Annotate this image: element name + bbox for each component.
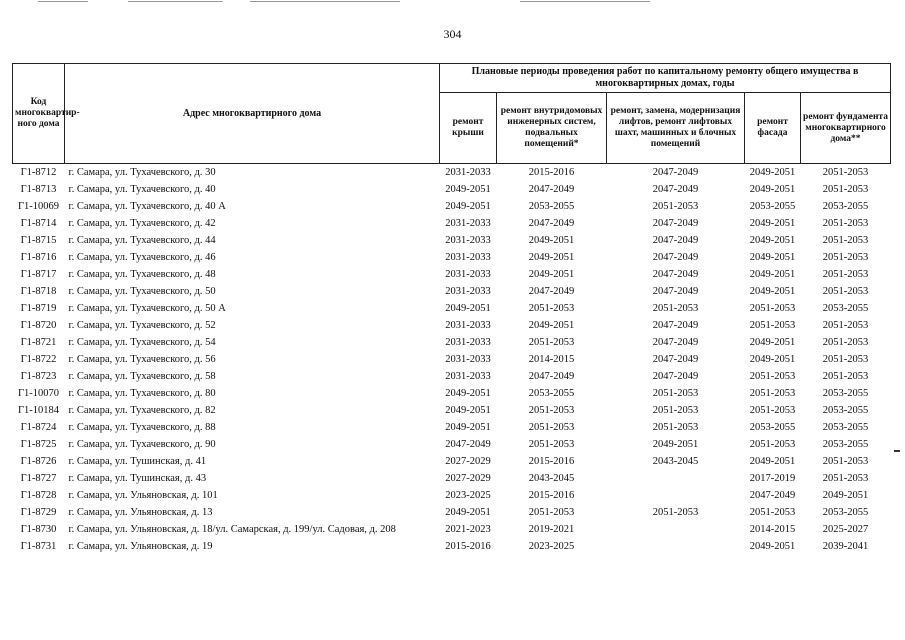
row-facade-period: 2051-2053 [749,388,796,399]
row-foundation-period: 2051-2053 [822,337,869,348]
row-code: Г1-10069 [17,201,60,212]
row-systems-period: 2053-2055 [528,388,575,399]
row-systems-period: 2047-2049 [528,184,575,195]
table-row [13,232,891,249]
row-foundation-period: 2051-2053 [822,320,869,331]
row-foundation-period: 2051-2053 [822,456,869,467]
header-facade: ремонт фасада [745,93,801,164]
table-row [13,215,891,232]
row-elevators-period: 2047-2049 [652,269,699,280]
row-roof-period: 2031-2033 [445,286,491,297]
row-roof-period: 2027-2029 [445,473,491,484]
row-elevators-period: 2047-2049 [652,354,699,365]
row-roof-period: 2049-2051 [445,388,491,399]
table-row [13,538,891,555]
row-roof-period: 2023-2025 [445,490,491,501]
row-code: Г1-8724 [20,422,57,433]
row-address: г. Самара, ул. Ульяновская, д. 18/ул. Самарская, д. 199/ул. Садовая, д. 208 [68,524,396,535]
header-periods-title: Плановые периоды проведения работ по капитальному ремонту общего имущества в многоквартирных домах, годы [440,64,891,93]
row-facade-period: 2049-2051 [745,164,801,182]
row-roof-period: 2031-2033 [445,235,491,246]
row-systems-period: 2047-2049 [528,371,575,382]
row-code: Г1-8719 [20,303,57,314]
page-number: 304 [443,27,462,41]
row-code: Г1-8721 [20,337,57,348]
table-row [13,453,891,470]
row-address: г. Самара, ул. Тухачевского, д. 50 [68,286,216,297]
table-row [13,181,891,198]
row-facade-period: 2014-2015 [749,524,796,535]
row-systems-period: 2015-2016 [497,164,607,182]
row-address: г. Самара, ул. Тухачевского, д. 42 [68,218,216,229]
row-elevators-period: 2049-2051 [652,439,699,450]
row-foundation-period: 2051-2053 [822,371,869,382]
row-roof-period: 2049-2051 [445,422,491,433]
row-elevators-period: 2051-2053 [652,201,699,212]
row-roof-period: 2049-2051 [445,201,491,212]
row-elevators-period: 2047-2049 [652,184,699,195]
table-row [13,470,891,487]
row-elevators-period: 2051-2053 [652,507,699,518]
row-code: Г1-8716 [20,252,57,263]
header-roof: ремонт крыши [440,93,497,164]
row-facade-period: 2049-2051 [749,235,796,246]
row-facade-period: 2051-2053 [749,371,796,382]
row-roof-period: 2015-2016 [445,541,491,552]
row-foundation-period: 2051-2053 [822,235,869,246]
row-foundation-period: 2053-2055 [822,201,869,212]
row-elevators-period: 2047-2049 [652,371,699,382]
row-elevators-period [607,487,745,504]
row-address: г. Самара, ул. Тушинская, д. 43 [68,473,207,484]
row-foundation-period: 2053-2055 [822,388,869,399]
row-foundation-period: 2051-2053 [822,269,869,280]
row-systems-period: 2043-2045 [528,473,575,484]
table-row [13,504,891,521]
table-row [13,266,891,283]
row-roof-period: 2049-2051 [445,405,491,416]
header-elevators: ремонт, замена, модернизация лифтов, ремонт лифтовых шахт, машинных и блочных помещений [607,93,745,164]
row-roof-period: 2049-2051 [445,507,491,518]
row-elevators-period [607,538,745,555]
row-facade-period: 2049-2051 [749,354,796,365]
row-code: Г1-8720 [20,320,57,331]
row-address: г. Самара, ул. Тухачевского, д. 82 [68,405,216,416]
row-foundation-period: 2051-2053 [801,164,891,182]
row-address: г. Самара, ул. Тухачевского, д. 54 [68,337,216,348]
row-systems-period: 2019-2021 [528,524,575,535]
row-address: г. Самара, ул. Тухачевского, д. 88 [68,422,216,433]
row-foundation-period: 2051-2053 [822,286,869,297]
row-roof-period: 2031-2033 [445,320,491,331]
row-code: Г1-10070 [17,388,60,399]
row-facade-period: 2047-2049 [749,490,796,501]
row-facade-period: 2017-2019 [749,473,796,484]
row-facade-period: 2049-2051 [749,252,796,263]
row-roof-period: 2021-2023 [445,524,491,535]
row-code: Г1-10184 [17,405,60,416]
row-facade-period: 2049-2051 [749,541,796,552]
row-systems-period: 2051-2053 [528,422,575,433]
row-systems-period: 2051-2053 [528,303,575,314]
row-code: Г1-8718 [20,286,57,297]
table-row [13,521,891,538]
table-row [13,419,891,436]
row-address: г. Самара, ул. Тухачевского, д. 40 А [68,201,226,212]
row-address: г. Самара, ул. Тухачевского, д. 56 [68,354,216,365]
row-facade-period: 2049-2051 [749,218,796,229]
header-foundation: ремонт фундамента многоквартирного дома** [801,93,891,164]
row-foundation-period: 2039-2041 [822,541,869,552]
row-systems-period: 2049-2051 [528,252,575,263]
row-systems-period: 2051-2053 [528,439,575,450]
table-row [13,436,891,453]
row-elevators-period: 2047-2049 [652,218,699,229]
row-roof-period: 2049-2051 [445,184,491,195]
row-code: Г1-8731 [20,541,57,552]
row-code: Г1-8715 [20,235,57,246]
row-systems-period: 2051-2053 [528,405,575,416]
row-foundation-period: 2051-2053 [822,354,869,365]
row-foundation-period: 2053-2055 [822,303,869,314]
row-roof-period: 2049-2051 [445,303,491,314]
row-address: г. Самара, ул. Тухачевского, д. 40 [68,184,216,195]
header-code: Код многоквартир-ного дома [13,64,65,164]
table-row [13,487,891,504]
row-foundation-period: 2053-2055 [822,507,869,518]
row-systems-period: 2047-2049 [528,286,575,297]
row-elevators-period: 2047-2049 [607,164,745,182]
row-address: г. Самара, ул. Тухачевского, д. 30 [65,164,440,182]
row-systems-period: 2049-2051 [528,269,575,280]
row-facade-period: 2051-2053 [749,405,796,416]
row-code: Г1-8714 [20,218,57,229]
row-address: г. Самара, ул. Тухачевского, д. 58 [68,371,216,382]
table-row [13,402,891,419]
row-roof-period: 2031-2033 [445,252,491,263]
table-row [13,283,891,300]
table-row [13,164,891,182]
row-foundation-period: 2049-2051 [822,490,869,501]
row-systems-period: 2047-2049 [528,218,575,229]
row-elevators-period: 2051-2053 [652,388,699,399]
row-address: г. Самара, ул. Тухачевского, д. 90 [68,439,216,450]
row-code: Г1-8730 [20,524,57,535]
row-facade-period: 2051-2053 [749,507,796,518]
row-code: Г1-8722 [20,354,57,365]
row-roof-period: 2031-2033 [445,371,491,382]
row-facade-period: 2053-2055 [749,422,796,433]
row-elevators-period: 2047-2049 [652,320,699,331]
row-facade-period: 2051-2053 [749,320,796,331]
row-elevators-period: 2043-2045 [652,456,699,467]
table-row [13,198,891,215]
row-foundation-period: 2051-2053 [822,184,869,195]
row-address: г. Самара, ул. Ульяновская, д. 13 [68,507,213,518]
row-code: Г1-8723 [20,371,57,382]
row-elevators-period: 2047-2049 [652,235,699,246]
row-systems-period: 2049-2051 [528,235,575,246]
row-foundation-period: 2053-2055 [822,439,869,450]
row-roof-period: 2031-2033 [445,354,491,365]
row-code: Г1-8728 [20,490,57,501]
row-roof-period: 2031-2033 [445,269,491,280]
edge-mark [894,450,900,452]
row-roof-period: 2031-2033 [445,337,491,348]
row-code: Г1-8727 [20,473,57,484]
row-foundation-period: 2025-2027 [822,524,869,535]
row-elevators-period [607,470,745,487]
table-row [13,300,891,317]
row-systems-period: 2015-2016 [528,456,575,467]
table-row [13,317,891,334]
row-address: г. Самара, ул. Тушинская, д. 41 [68,456,207,467]
row-facade-period: 2051-2053 [749,439,796,450]
row-systems-period: 2015-2016 [528,490,575,501]
row-code: Г1-8712 [13,164,65,182]
row-foundation-period: 2053-2055 [822,422,869,433]
row-elevators-period [607,521,745,538]
row-facade-period: 2049-2051 [749,184,796,195]
row-roof-period: 2031-2033 [440,164,497,182]
row-roof-period: 2027-2029 [445,456,491,467]
row-elevators-period: 2051-2053 [652,405,699,416]
row-address: г. Самара, ул. Тухачевского, д. 52 [68,320,216,331]
row-facade-period: 2051-2053 [749,303,796,314]
row-code: Г1-8725 [20,439,57,450]
row-address: г. Самара, ул. Ульяновская, д. 101 [68,490,218,501]
row-systems-period: 2049-2051 [528,320,575,331]
row-elevators-period: 2047-2049 [652,286,699,297]
row-elevators-period: 2051-2053 [652,422,699,433]
row-foundation-period: 2051-2053 [822,218,869,229]
row-systems-period: 2014-2015 [528,354,575,365]
row-facade-period: 2049-2051 [749,269,796,280]
row-code: Г1-8713 [20,184,57,195]
row-facade-period: 2053-2055 [749,201,796,212]
table-row [13,368,891,385]
row-facade-period: 2049-2051 [749,456,796,467]
row-address: г. Самара, ул. Тухачевского, д. 48 [68,269,216,280]
table-row [13,351,891,368]
row-systems-period: 2053-2055 [528,201,575,212]
row-roof-period: 2031-2033 [445,218,491,229]
table-row [13,249,891,266]
row-elevators-period: 2047-2049 [652,252,699,263]
row-systems-period: 2051-2053 [528,507,575,518]
row-foundation-period: 2053-2055 [822,405,869,416]
header-systems: ремонт внутридомовых инженерных систем, подвальных помещений* [497,93,607,164]
row-systems-period: 2023-2025 [528,541,575,552]
row-elevators-period: 2051-2053 [652,303,699,314]
row-facade-period: 2049-2051 [749,286,796,297]
row-elevators-period: 2047-2049 [652,337,699,348]
row-roof-period: 2047-2049 [445,439,491,450]
row-foundation-period: 2051-2053 [822,252,869,263]
table-row [13,334,891,351]
top-scan-marks [0,0,905,6]
row-address: г. Самара, ул. Ульяновская, д. 19 [68,541,213,552]
row-code: Г1-8717 [20,269,57,280]
row-code: Г1-8729 [20,507,57,518]
row-code: Г1-8726 [20,456,57,467]
table-row [13,385,891,402]
capital-repair-table [12,63,891,555]
row-address: г. Самара, ул. Тухачевского, д. 44 [68,235,216,246]
row-address: г. Самара, ул. Тухачевского, д. 46 [68,252,216,263]
row-address: г. Самара, ул. Тухачевского, д. 50 А [68,303,226,314]
table-body [13,164,891,556]
header-address: Адрес многоквартирного дома [65,64,440,164]
row-facade-period: 2049-2051 [749,337,796,348]
row-systems-period: 2051-2053 [528,337,575,348]
header-row-top [13,64,891,93]
row-foundation-period: 2051-2053 [822,473,869,484]
row-address: г. Самара, ул. Тухачевского, д. 80 [68,388,216,399]
